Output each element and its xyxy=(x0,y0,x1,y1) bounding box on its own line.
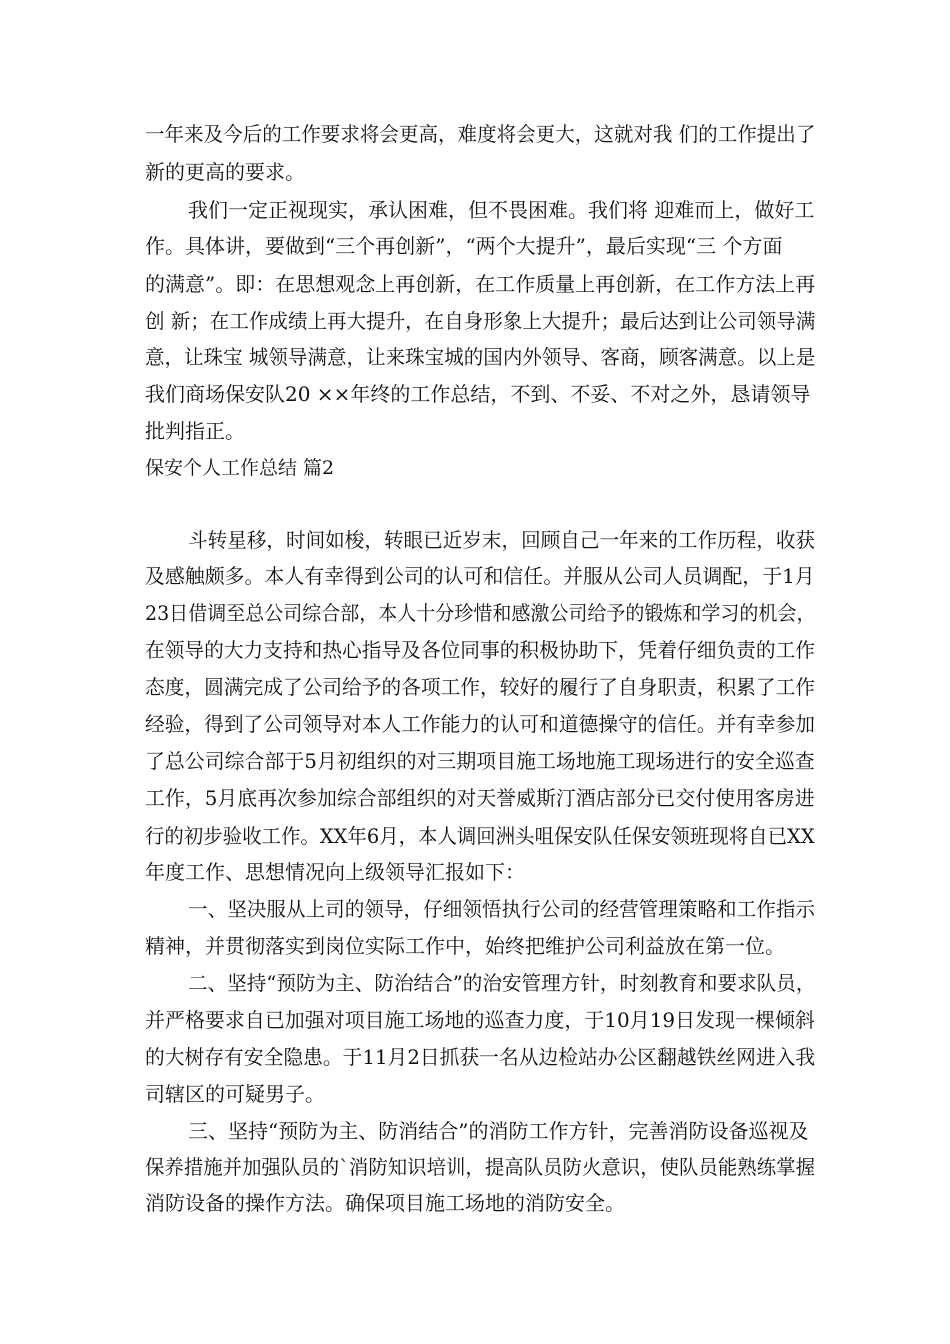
paragraph-5-line-4: 司辖区的可疑男子。 xyxy=(145,1082,325,1106)
paragraph-3-line-4: 在领导的大力支持和热心指导及各位同事的积极协助下，凭着仔细负责的工作 xyxy=(145,638,816,662)
paragraph-4-line-1: 一、坚决服从上司的领导，仔细领悟执行公司的经营管理策略和工作指示 xyxy=(188,897,816,921)
paragraph-1-line-1: 一年来及今后的工作要求将会更高，难度将会更大，这就对我 们的工作提出了 xyxy=(145,122,816,146)
paragraph-2-line-7: 批判指正。 xyxy=(145,419,245,443)
paragraph-3-line-7: 了总公司综合部于5月初组织的对三期项目施工场地施工现场进行的安全巡查 xyxy=(145,749,815,773)
paragraph-2-line-2: 作。具体讲，要做到“三个再创新”，“两个大提升”，最后实现“三 个方面 xyxy=(145,234,783,258)
paragraph-3-line-2: 及感触颇多。本人有幸得到公司的认可和信任。并服从公司人员调配，于1月 xyxy=(145,564,815,588)
paragraph-5-line-3: 的大树存有安全隐患。于11月2日抓获一名从边检站办公区翻越铁丝网进入我 xyxy=(145,1045,816,1069)
paragraph-2-line-6: 我们商场保安队20 ××年终的工作总结，不到、不妥、不对之外，恳请领导 xyxy=(145,382,811,406)
paragraph-5-line-1: 二、坚持“预防为主、防治结合”的治安管理方针，时刻教育和要求队员， xyxy=(188,971,816,995)
paragraph-2-line-1: 我们一定正视现实，承认困难，但不畏困难。我们将 迎难而上，做好工 xyxy=(188,198,815,222)
paragraph-6-line-1: 三、坚持“预防为主、防消结合”的消防工作方针，完善消防设备巡视及 xyxy=(188,1119,809,1143)
paragraph-3-line-10: 年度工作、思想情况向上级领导汇报如下： xyxy=(145,860,525,884)
paragraph-6-line-3: 消防设备的操作方法。确保项目施工场地的消防安全。 xyxy=(145,1191,625,1215)
section-heading: 保安个人工作总结 篇2 xyxy=(145,457,335,479)
paragraph-6-line-2: 保养措施并加强队员的`消防知识培训，提高队员防火意识，使队员能熟练掌握 xyxy=(145,1155,815,1179)
paragraph-3-line-9: 行的初步验收工作。XX年6月，本人调回洲头咀保安队任保安领班现将自已XX xyxy=(145,824,815,848)
paragraph-3-line-3: 23日借调至总公司综合部，本人十分珍惜和感激公司给予的锻炼和学习的机会， xyxy=(145,601,816,625)
paragraph-4-line-2: 精神，并贯彻落实到岗位实际工作中，始终把维护公司利益放在第一位。 xyxy=(145,934,785,958)
paragraph-2-line-3: 的满意”。即：在思想观念上再创新，在工作质量上再创新，在工作方法上再 xyxy=(145,272,816,296)
paragraph-3-line-1: 斗转星移，时间如梭，转眼已近岁末，回顾自己一年来的工作历程，收获 xyxy=(188,528,816,552)
paragraph-3-line-8: 工作，5月底再次参加综合部组织的对天誉威斯汀酒店部分已交付使用客房进 xyxy=(145,786,815,810)
paragraph-1-line-2: 新的更高的要求。 xyxy=(145,160,305,184)
paragraph-2-line-5: 意，让珠宝 城领导满意，让来珠宝城的国内外领导、客商，顾客满意。以上是 xyxy=(145,345,816,369)
paragraph-5-line-2: 并严格要求自已加强对项目施工场地的巡查力度，于10月19日发现一棵倾斜 xyxy=(145,1008,815,1032)
paragraph-2-line-4: 创 新；在工作成绩上再大提升，在自身形象上大提升；最后达到让公司领导满 xyxy=(145,309,816,333)
paragraph-3-line-5: 态度，圆满完成了公司给予的各项工作，较好的履行了自身职责，积累了工作 xyxy=(145,675,816,699)
paragraph-3-line-6: 经验，得到了公司领导对本人工作能力的认可和道德操守的信任。并有幸参加 xyxy=(145,712,816,736)
